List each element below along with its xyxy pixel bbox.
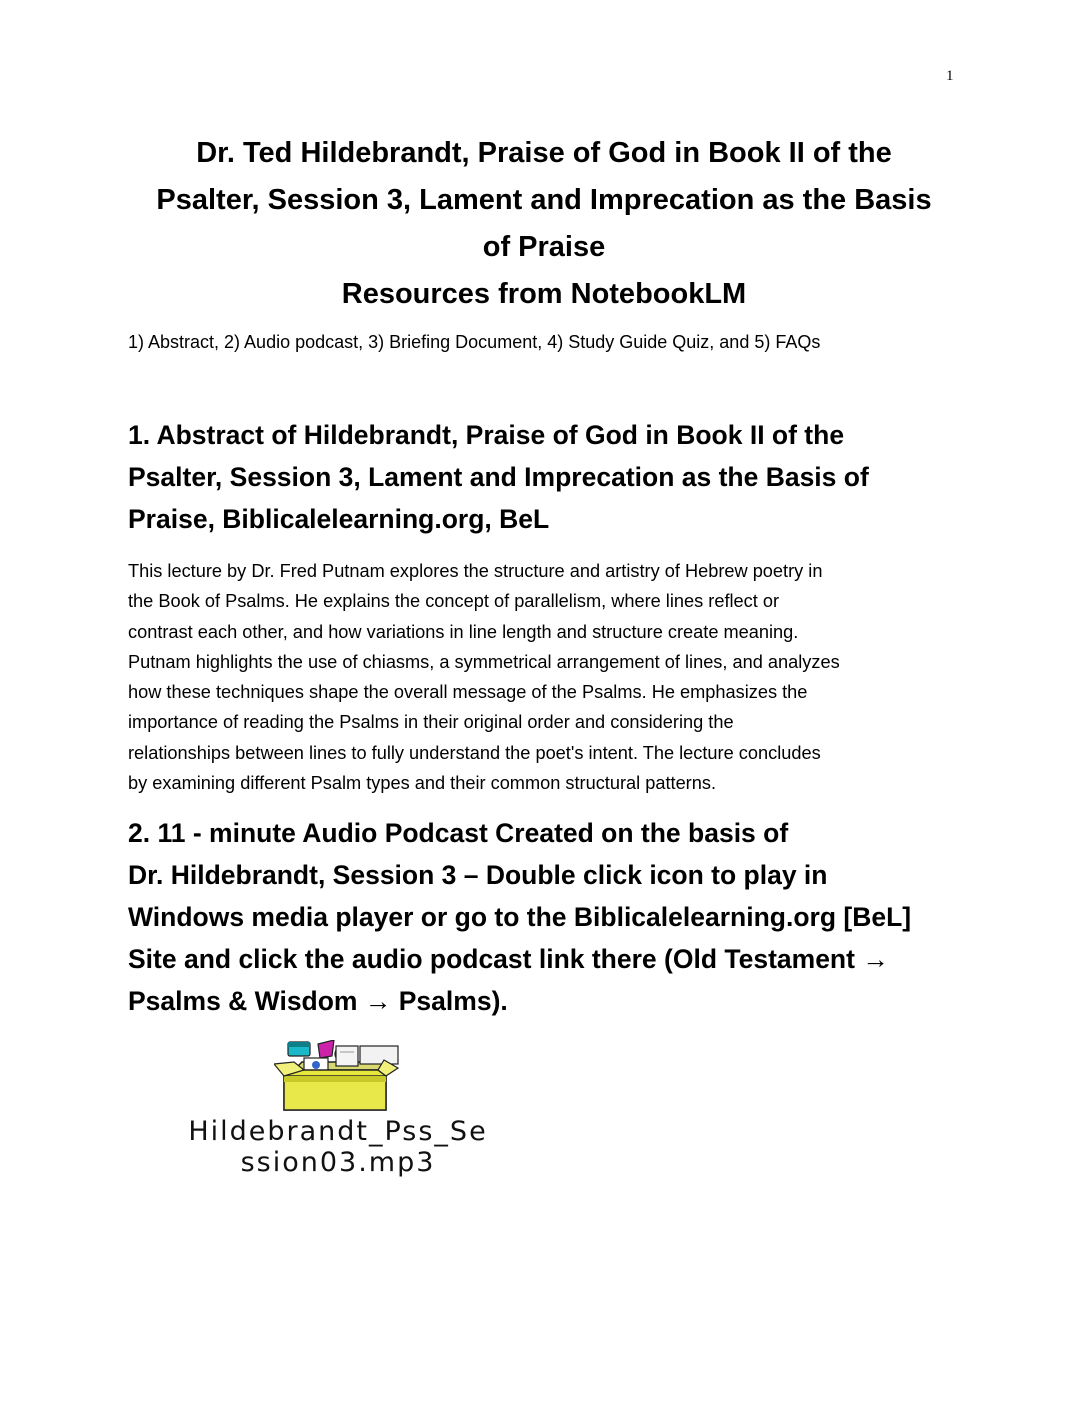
abstract-line-1: This lecture by Dr. Fred Putnam explores the structure and artistry of Hebrew poetry in <box>128 561 823 581</box>
section2-heading-line-3: Windows media player or go to the Biblicalelearning.org [BeL] <box>128 902 912 932</box>
audio-file-caption[interactable] <box>128 1116 548 1178</box>
contents-list: 1) Abstract, 2) Audio podcast, 3) Briefing Document, 4) Study Guide Quiz, and 5) FAQs <box>128 332 821 352</box>
section1-heading-line-1: 1. Abstract of Hildebrandt, Praise of God in Book II of the <box>128 420 845 450</box>
package-icon-graphic <box>274 1040 404 1114</box>
section2-heading-line-5-end: Psalms). <box>398 986 508 1016</box>
abstract-line-5: how these techniques shape the overall message of the Psalms. He emphasizes the <box>128 682 808 703</box>
page-number: 1 <box>946 68 954 84</box>
title-line-1: Dr. Ted Hildebrandt, Praise of God in Book II of the <box>196 137 892 169</box>
section2-heading-line-5-start: Psalms & Wisdom <box>128 986 358 1016</box>
abstract-paragraph <box>128 556 840 798</box>
abstract-line-8: by examining different Psalm types and their common structural patterns. <box>128 773 717 794</box>
section1-heading <box>128 414 869 540</box>
section2-heading-line-4 <box>128 938 911 980</box>
title-line-3: of Praise <box>482 231 606 263</box>
abstract-line-4: Putnam highlights the use of chiasms, a symmetrical arrangement of lines, and analyzes <box>128 651 840 672</box>
right-arrow-icon: → <box>862 944 889 974</box>
audio-file-caption-line-1: Hildebrandt_Pss_Se <box>188 1116 488 1147</box>
section1-heading-line-3: Praise, Biblicalelearning.org, BeL <box>128 504 550 534</box>
right-arrow-icon: → <box>364 986 392 1016</box>
audio-file-caption-line-2: ssion03.mp3 <box>240 1147 436 1178</box>
abstract-line-3: contrast each other, and how variations in line length and structure create meaning. <box>128 621 799 642</box>
section2-heading-line-1: 2. 11 - minute Audio Podcast Created on the basis of <box>128 818 789 848</box>
section2-heading-line-4-text: Site and click the audio podcast link there (Old Testament <box>128 944 855 974</box>
section2-heading-line-2: Dr. Hildebrandt, Session 3 – Double click icon to play in <box>128 860 828 890</box>
package-icon[interactable] <box>274 1040 404 1114</box>
document-title <box>110 130 978 318</box>
title-line-4: Resources from NotebookLM <box>341 278 747 310</box>
section1-heading-line-2: Psalter, Session 3, Lament and Imprecation as the Basis of <box>128 462 869 492</box>
section2-heading-line-5 <box>128 980 911 1022</box>
abstract-line-7: relationships between lines to fully understand the poet's intent. The lecture concludes <box>128 742 821 763</box>
section2-heading <box>128 812 911 1022</box>
abstract-line-6: importance of reading the Psalms in their original order and considering the <box>128 712 734 733</box>
title-line-2: Psalter, Session 3, Lament and Imprecation as the Basis <box>156 184 932 216</box>
abstract-line-2: the Book of Psalms. He explains the concept of parallelism, where lines reflect or <box>128 591 780 612</box>
